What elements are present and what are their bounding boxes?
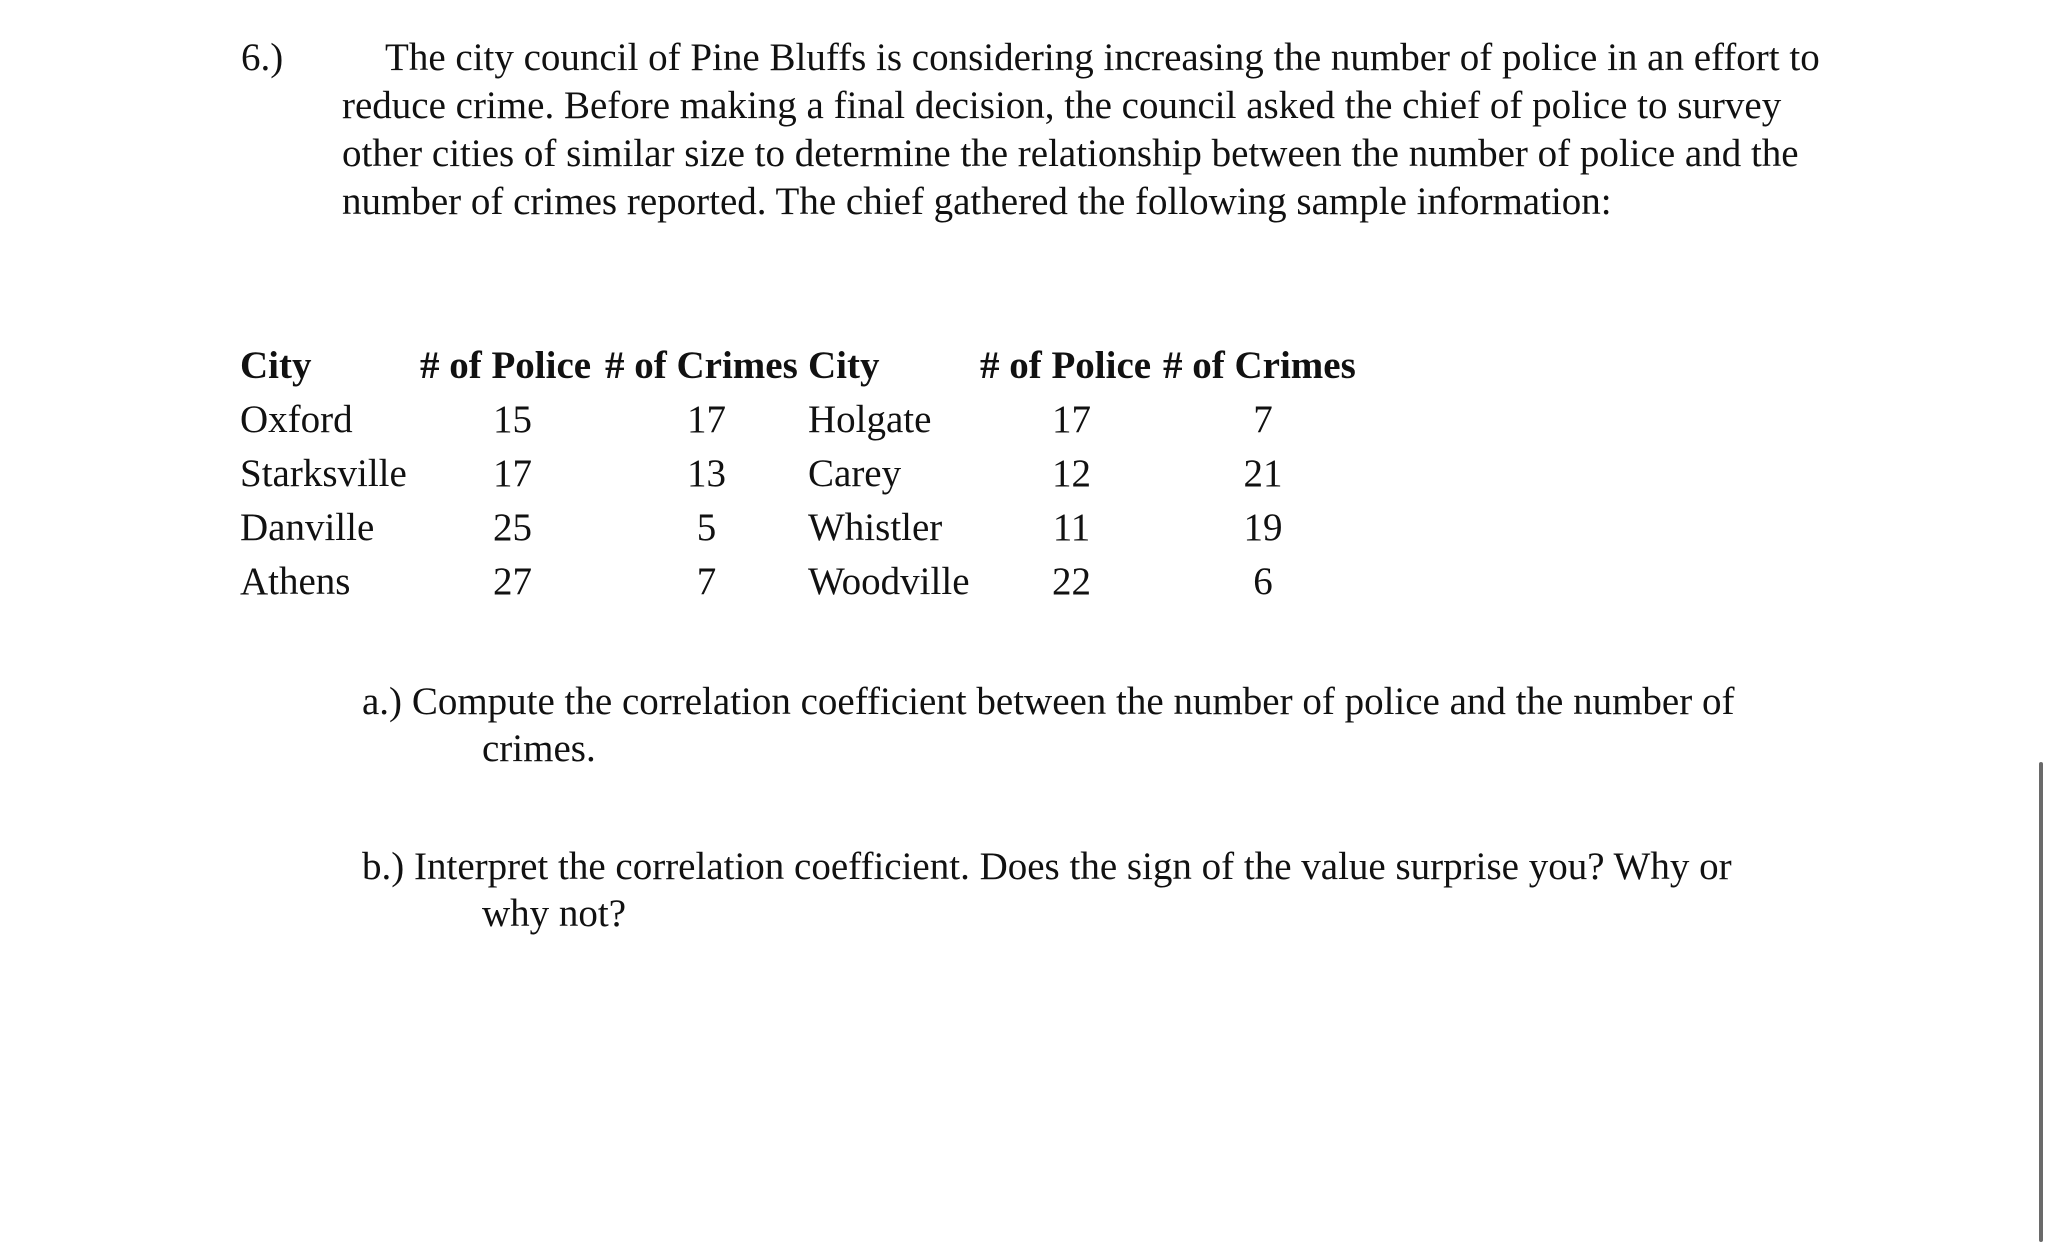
crimes-cell: 13 xyxy=(687,451,726,495)
vertical-scrollbar[interactable] xyxy=(2039,762,2043,1242)
city-cell: Starksville xyxy=(240,451,407,495)
police-cell: 17 xyxy=(493,451,532,495)
part-b-text: Interpret the correlation coefficient. Does the sign of the value surprise you? Why or xyxy=(414,845,1732,888)
question-text: The city council of Pine Bluffs is considering increasing the number of police in an effort to reduce crime. Before making a final decision, the council asked the chief of police to survey other cities of similar size to determine the relationship between the number of police and the number of crimes reported. The chief gathered the following sample information: xyxy=(342,36,1820,223)
city-cell: Oxford xyxy=(240,397,353,441)
table-row xyxy=(240,500,1363,554)
city-cell: Athens xyxy=(240,559,351,603)
police-cell: 11 xyxy=(1052,505,1091,549)
table-header-row xyxy=(240,338,1363,392)
police-crime-table xyxy=(240,338,1363,608)
table-row xyxy=(240,392,1363,446)
crimes-cell: 19 xyxy=(1243,505,1283,549)
city-cell: Danville xyxy=(240,505,375,549)
crimes-cell: 7 xyxy=(1253,397,1273,441)
city-cell: Woodville xyxy=(808,559,970,603)
crimes-cell: 6 xyxy=(1253,559,1273,603)
header-crimes: # of Crimes xyxy=(1163,343,1356,387)
police-cell: 27 xyxy=(493,559,532,603)
part-a xyxy=(362,678,1802,772)
header-police: # of Police xyxy=(980,343,1152,387)
part-b-text-continued: why not? xyxy=(482,892,627,935)
police-cell: 17 xyxy=(1052,397,1091,441)
police-cell: 12 xyxy=(1052,451,1091,495)
part-b-label: b.) xyxy=(362,845,405,888)
city-cell: Whistler xyxy=(808,505,943,549)
header-crimes: # of Crimes xyxy=(605,343,798,387)
police-cell: 25 xyxy=(493,505,532,549)
crimes-cell: 5 xyxy=(696,505,717,549)
table-row xyxy=(240,554,1363,608)
header-police: # of Police xyxy=(420,343,592,387)
part-b xyxy=(362,843,1809,937)
crimes-cell: 21 xyxy=(1243,451,1283,495)
part-a-text: Compute the correlation coefficient between the number of police and the number of xyxy=(411,680,1735,723)
crimes-cell: 17 xyxy=(687,397,726,441)
police-cell: 15 xyxy=(493,397,532,441)
part-a-label: a.) xyxy=(362,680,403,723)
city-cell: Carey xyxy=(808,451,902,495)
crimes-cell: 7 xyxy=(696,559,717,603)
header-city: City xyxy=(240,343,312,387)
header-city: City xyxy=(808,343,880,387)
police-cell: 22 xyxy=(1052,559,1091,603)
part-a-text-continued: crimes. xyxy=(482,727,596,770)
table-row xyxy=(240,446,1363,500)
question-number: 6.) xyxy=(241,36,284,79)
city-cell: Holgate xyxy=(808,397,932,441)
